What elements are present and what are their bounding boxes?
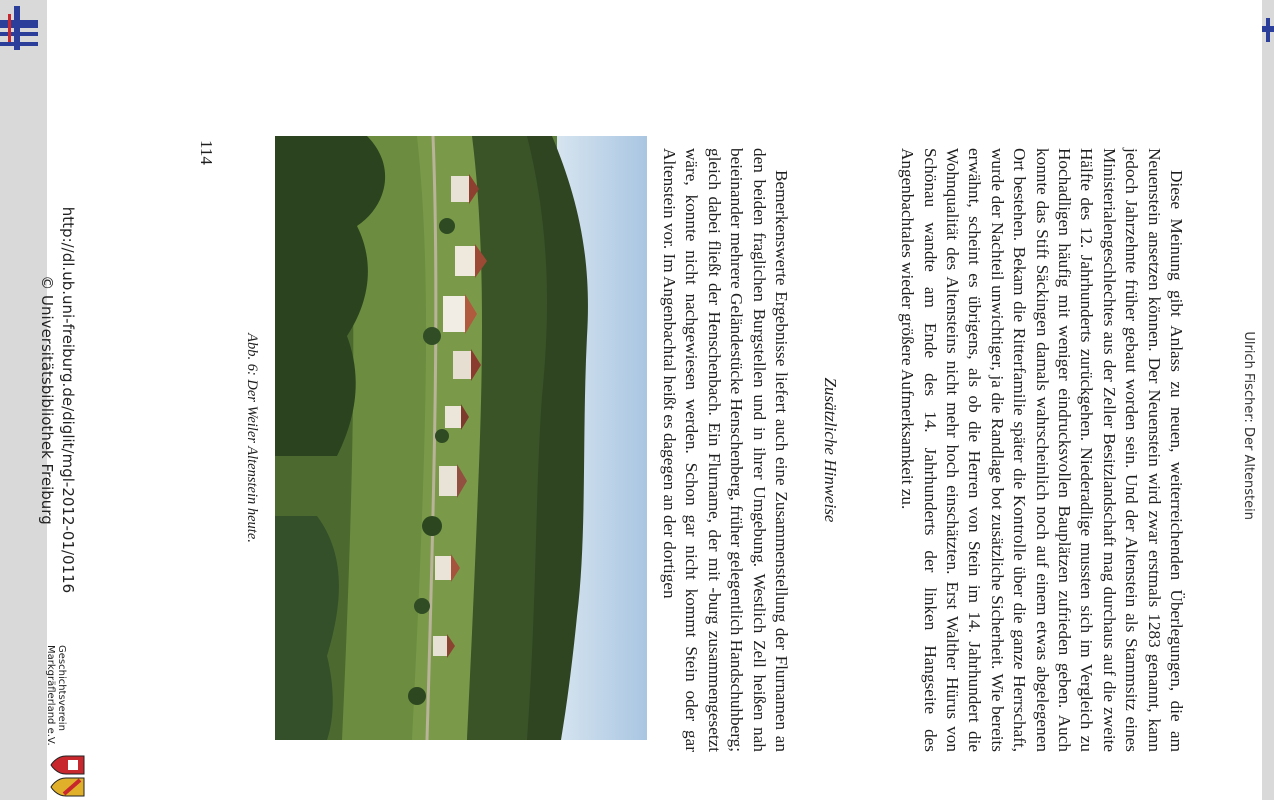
body-paragraph-2	[658, 148, 792, 752]
body-paragraph-1	[896, 148, 1187, 752]
source-url[interactable]: http://dl.ub.uni-freiburg.de/diglit/mgl-2012-01/0116	[59, 206, 77, 594]
page-number: 114	[197, 140, 216, 165]
scanned-page	[38, 0, 1262, 800]
right-margin-bar	[1262, 0, 1274, 800]
coat-of-arms-icon	[48, 754, 86, 798]
section-heading: Zusätzliche Hinweise	[821, 377, 840, 523]
village-landscape-photo	[275, 136, 647, 740]
rotated-page-content	[38, 0, 1262, 800]
paragraph-text: Diese Meinung gibt Anlass zu neuen, weiterreichenden Überlegungen, die am Neuenstein ansetzen können. Der Neuenstein wird zwar erstmals 1283 genannt, kann jedoch Jahrzehnte früher gebaut worden sein. Und der Altenstein als Stammsitz eines Ministerialengeschlechtes aus der Zeller Besitzlandschaft mag durchaus auf die zweite Hälfte des 12. Jahrhunderts zurückgehen. Niederadlige mussten sich im Vergleich zu Hochadligen häufig mit weniger eindrucksvollen Bauplätzen zufrieden geben. Auch konnte das Stift Säckingen damals wahrscheinlich noch auf einem etwas abgelegenen Ort bestehen. Bekam die Ritterfamilie später die Kontrolle über die ganze Herrschaft, wurde der Nachteil unwichtiger, ja die Randlage bot zusätzliche Sicherheit. Wie bereits erwähnt, scheint es übrigens, als ob die Herren von Stein im 14. Jahrhundert die Wohnqualität des Altensteins nicht mehr hoch einschätzten. Erst Walther Hürus von Schönau wandte am Ende des 14. Jahrhunderts der linken Hangseite des Angenbachtales wieder größere Aufmerksamkeit zu.	[898, 148, 1186, 752]
copyright-notice: © Universitätsbibliothek Freiburg	[38, 275, 56, 525]
society-line-1: Geschichtsverein	[56, 645, 67, 731]
figure-caption: Abb. 6: Der Weiler Altenstein heute.	[244, 333, 260, 543]
running-header: Ulrich Fischer: Der Altenstein	[1241, 331, 1256, 520]
society-name	[45, 645, 67, 765]
blue-cross-logo-icon	[0, 6, 40, 56]
blue-cross-logo-icon	[1262, 18, 1274, 58]
paragraph-text: Bemerkenswerte Ergebnisse liefert auch eine Zusammenstellung der Flurnamen an den beiden fraglichen Burgstellen und in ihrer Umgebung. Westlich Zell heißen nah beieinander mehrere Geländestücke Henschenberg, früher gelegentlich Handschuhberg; gleich dabei fließt der Henschenbach. Ein Flurname, der mit -burg zusammengesetzt wäre, konnte nicht nachgewiesen werden. Schon gar nicht kommt Stein oder gar Altenstein vor. Im Angenbachtal heißt es dagegen an der dortigen	[659, 148, 791, 753]
society-line-2: Markgräflerland e.V.	[45, 645, 56, 746]
